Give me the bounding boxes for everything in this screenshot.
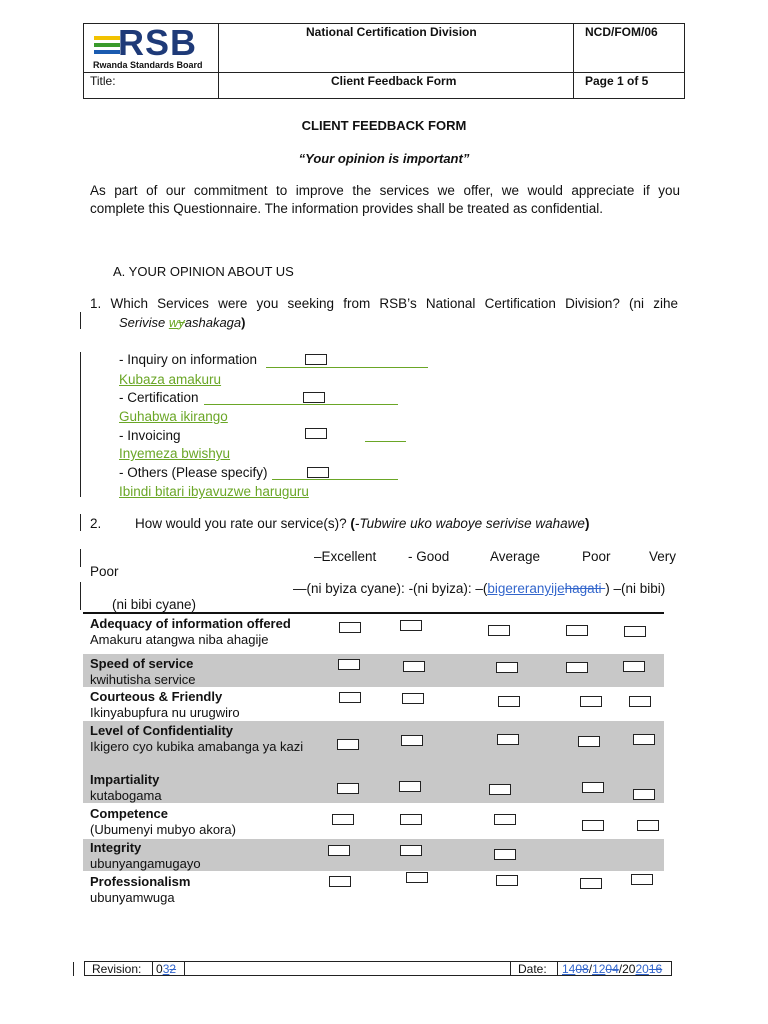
rating-checkbox-excellent[interactable] xyxy=(338,659,360,670)
rating-checkbox-poor[interactable] xyxy=(580,696,602,707)
kin-average: –( xyxy=(475,581,488,596)
date-separator: / xyxy=(618,962,623,976)
service-inquiry-checkbox[interactable] xyxy=(305,354,327,365)
kin-excellent: —(ni byiza cyane): xyxy=(293,581,405,596)
criterion-translation: Ikigero cyo kubika amabanga ya kazi xyxy=(90,739,304,754)
rating-checkbox-good[interactable] xyxy=(400,845,422,856)
criterion-integrity xyxy=(90,840,201,872)
date-year-inserted: 20 xyxy=(635,962,649,976)
q2-paren: ) xyxy=(584,516,590,531)
kin-good: -(ni byiza): xyxy=(408,581,472,596)
rating-checkbox-average[interactable] xyxy=(488,625,510,636)
kin-average-inserted: bigereranyije xyxy=(487,581,565,596)
criterion-title: Speed of service xyxy=(90,656,194,671)
intro-line: complete this Questionnaire. The information provides shall be treated as confidential. xyxy=(90,201,604,216)
service-certification: - Certification xyxy=(119,390,199,405)
criterion-title: Impartiality xyxy=(90,772,160,787)
service-inquiry-translation: Kubaza amakuru xyxy=(119,372,222,387)
kin-average-deleted: hagati xyxy=(564,581,606,596)
rating-checkbox-poor[interactable] xyxy=(566,662,588,673)
footer-divider xyxy=(557,962,558,975)
service-invoicing-translation: Inyemeza bwishyu xyxy=(119,446,231,461)
rating-checkbox-good[interactable] xyxy=(406,872,428,883)
rating-checkbox-excellent[interactable] xyxy=(339,692,361,703)
rating-checkbox-good[interactable] xyxy=(400,620,422,631)
date-month-deleted: 04 xyxy=(605,962,619,976)
rating-checkbox-average[interactable] xyxy=(489,784,511,795)
date-year-prefix: 20 xyxy=(622,962,636,976)
rating-checkbox-good[interactable] xyxy=(399,781,421,792)
q1-insert-mark: w xyxy=(168,315,179,330)
scale-kinyarwanda xyxy=(293,581,665,596)
document-footer xyxy=(84,961,672,976)
service-inquiry: - Inquiry on information xyxy=(119,352,258,367)
date-year-deleted: 16 xyxy=(648,962,663,976)
rating-checkbox-excellent[interactable] xyxy=(329,876,351,887)
rating-checkbox-very-poor[interactable] xyxy=(637,820,659,831)
scale-good: - Good xyxy=(408,549,450,564)
question-1-translation xyxy=(119,315,245,330)
form-tagline: “Your opinion is important” xyxy=(298,151,470,166)
rating-checkbox-average[interactable] xyxy=(497,734,519,745)
revision-value xyxy=(156,962,176,976)
service-certification-checkbox[interactable] xyxy=(303,392,325,403)
table-top-border xyxy=(83,612,664,614)
q2-paren: ( xyxy=(350,516,355,531)
question-2-text: How would you rate our service(s)? xyxy=(135,516,351,531)
criterion-impartiality xyxy=(90,772,162,804)
scale-poor: Poor xyxy=(582,549,611,564)
rating-checkbox-good[interactable] xyxy=(403,661,425,672)
service-invoicing: - Invoicing xyxy=(119,428,181,443)
question-2-number: 2. xyxy=(90,516,102,531)
footer-divider xyxy=(184,962,185,975)
date-label: Date: xyxy=(518,962,547,976)
rating-checkbox-excellent[interactable] xyxy=(337,739,359,750)
change-bar xyxy=(80,514,81,531)
answer-line xyxy=(365,441,406,442)
criterion-translation: ubunyamwuga xyxy=(90,890,175,905)
kin-average-close: ) xyxy=(605,581,610,596)
answer-line xyxy=(266,367,428,368)
change-bar xyxy=(80,582,81,610)
service-others-translation: Ibindi bitari ibyavuzwe haruguru xyxy=(119,484,309,499)
question-2 xyxy=(135,516,589,531)
form-code: NCD/FOM/06 xyxy=(585,25,658,39)
rating-checkbox-poor[interactable] xyxy=(580,878,602,889)
criterion-translation: kutabogama xyxy=(90,788,162,803)
rating-checkbox-very-poor[interactable] xyxy=(633,734,655,745)
rating-checkbox-good[interactable] xyxy=(400,814,422,825)
logo-text: RSB xyxy=(118,22,198,63)
service-others-checkbox[interactable] xyxy=(307,467,329,478)
header-divider xyxy=(573,24,574,98)
answer-line xyxy=(272,479,398,480)
rating-checkbox-average[interactable] xyxy=(494,814,516,825)
rating-checkbox-very-poor[interactable] xyxy=(624,626,646,637)
rating-checkbox-poor[interactable] xyxy=(582,782,604,793)
date-day-inserted: 14 xyxy=(562,962,576,976)
page-info: Page 1 of 5 xyxy=(585,74,649,88)
scale-average: Average xyxy=(490,549,541,564)
revision-prefix: 0 xyxy=(156,962,163,976)
criterion-courteous xyxy=(90,689,240,721)
rating-checkbox-very-poor[interactable] xyxy=(623,661,645,672)
criterion-translation: ubunyangamugayo xyxy=(90,856,201,871)
date-value xyxy=(562,962,662,976)
criterion-adequacy xyxy=(90,616,291,648)
criterion-translation: kwihutisha service xyxy=(90,672,196,687)
criterion-title: Courteous & Friendly xyxy=(90,689,223,704)
intro-paragraph xyxy=(90,182,680,218)
rating-checkbox-very-poor[interactable] xyxy=(631,874,653,885)
scale-very-poor: Very xyxy=(649,549,677,564)
rating-checkbox-average[interactable] xyxy=(494,849,516,860)
rating-checkbox-excellent[interactable] xyxy=(337,783,359,794)
q1-translation-text: ashakaga xyxy=(184,315,242,330)
rating-checkbox-average[interactable] xyxy=(496,662,518,673)
rsb-logo xyxy=(90,22,215,70)
scale-excellent: –Excellent xyxy=(314,549,377,564)
revision-inserted: 3 xyxy=(162,962,170,976)
q1-translation-text: Serivise xyxy=(119,315,169,330)
division-name: National Certification Division xyxy=(306,25,477,39)
rating-checkbox-average[interactable] xyxy=(496,875,518,886)
rating-checkbox-very-poor[interactable] xyxy=(629,696,651,707)
scale-very-poor-cont: Poor xyxy=(90,564,119,579)
revision-deleted: 2 xyxy=(169,962,177,976)
rating-checkbox-excellent[interactable] xyxy=(328,845,350,856)
rating-checkbox-poor[interactable] xyxy=(582,820,604,831)
criterion-confidentiality xyxy=(90,723,303,755)
footer-divider xyxy=(510,962,511,975)
rating-checkbox-very-poor[interactable] xyxy=(633,789,655,800)
section-a-heading: A. YOUR OPINION ABOUT US xyxy=(113,264,294,279)
criterion-professionalism xyxy=(90,874,190,906)
logo-subtitle: Rwanda Standards Board xyxy=(93,60,203,70)
rating-checkbox-excellent[interactable] xyxy=(332,814,354,825)
criterion-translation: Amakuru atangwa niba ahagije xyxy=(90,632,269,647)
change-bar xyxy=(73,962,74,976)
criterion-title: Competence xyxy=(90,806,169,821)
kin-poor: –(ni bibi) xyxy=(613,581,666,596)
revision-label: Revision: xyxy=(92,962,142,976)
date-day-deleted: 08 xyxy=(575,962,589,976)
criterion-title: Adequacy of information offered xyxy=(90,616,291,631)
criterion-speed xyxy=(90,656,196,688)
footer-divider xyxy=(152,962,153,975)
service-certification-translation: Guhabwa ikirango xyxy=(119,409,228,424)
date-month-inserted: 12 xyxy=(592,962,606,976)
service-invoicing-checkbox[interactable] xyxy=(305,428,327,439)
q1-paren: ) xyxy=(241,315,246,330)
header-divider xyxy=(218,24,219,98)
service-others: - Others (Please specify) xyxy=(119,465,268,480)
question-1: 1. Which Services were you seeking from RSB’s National Certification Division? (ni zihe xyxy=(90,296,678,311)
header-divider xyxy=(84,72,684,73)
q1-deleted-mark: y xyxy=(178,315,185,330)
document-header xyxy=(83,23,685,99)
rating-checkbox-good[interactable] xyxy=(402,693,424,704)
change-bar xyxy=(80,352,81,497)
question-2-translation: -Tubwire uko waboye serivise wahawe xyxy=(354,516,585,531)
criterion-translation: Ikinyabupfura nu urugwiro xyxy=(90,705,240,720)
rating-checkbox-poor[interactable] xyxy=(566,625,588,636)
change-bar xyxy=(80,312,81,329)
answer-line xyxy=(204,404,398,405)
criterion-title: Level of Confidentiality xyxy=(90,723,234,738)
form-title: Client Feedback Form xyxy=(331,74,457,88)
kin-very-poor: (ni bibi cyane) xyxy=(112,597,197,612)
rating-checkbox-excellent[interactable] xyxy=(339,622,361,633)
title-label: Title: xyxy=(90,74,116,88)
form-heading: CLIENT FEEDBACK FORM xyxy=(301,118,467,133)
date-separator: / xyxy=(588,962,593,976)
criterion-title: Professionalism xyxy=(90,874,191,889)
rating-checkbox-poor[interactable] xyxy=(578,736,600,747)
criterion-translation: (Ubumenyi mubyo akora) xyxy=(90,822,236,837)
rating-checkbox-average[interactable] xyxy=(498,696,520,707)
intro-line: As part of our commitment to improve the services we offer, we would appreciate if you xyxy=(90,183,680,198)
rating-checkbox-good[interactable] xyxy=(401,735,423,746)
criterion-competence xyxy=(90,806,236,838)
criterion-title: Integrity xyxy=(90,840,142,855)
change-bar xyxy=(80,549,81,567)
